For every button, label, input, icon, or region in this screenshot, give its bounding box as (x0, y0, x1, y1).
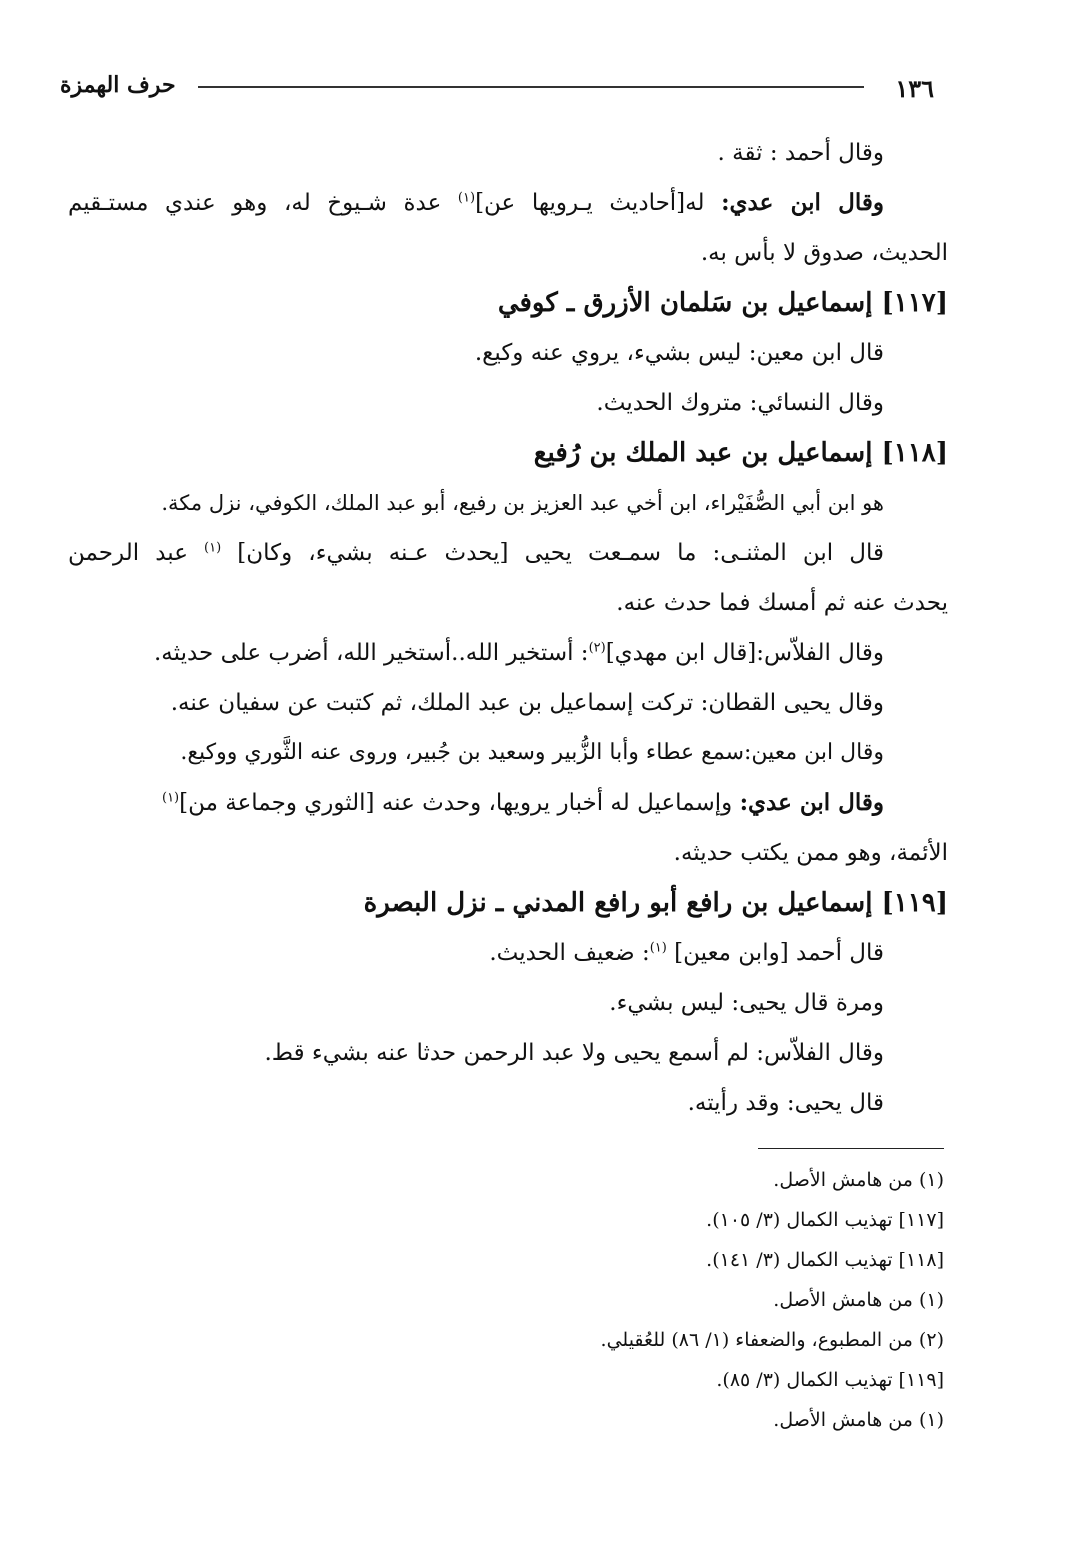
footnote: [١١٧] تهذيب الكمال (٣/ ١٠٥). (706, 1209, 944, 1231)
text-line: الحديث، صدوق لا بأس به. (700, 240, 948, 266)
footnotes (68, 1160, 944, 1440)
footnote-separator (758, 1148, 944, 1149)
text-line: ومرة قال يحيى: ليس بشيء. (609, 990, 884, 1016)
footnote-marker: (١) (649, 940, 667, 956)
entry-heading-117: [١١٧] إسماعيل بن سَلمان الأزرق ـ كوفي (497, 288, 948, 318)
header-rule (198, 86, 864, 88)
text-line: يحدث عنه ثم أمسك فما حدث عنه. (616, 590, 948, 616)
footnote: (٢) من المطبوع، والضعفاء (١/ ٨٦) للعُقيلي. (600, 1329, 944, 1351)
text-segment: قال أحمد [وابن معين] (666, 940, 884, 966)
speaker-name: وقال ابن عدي: (739, 789, 884, 816)
text-segment: : ضعيف الحديث. (489, 940, 650, 966)
footnote: (١) من هامش الأصل. (773, 1169, 944, 1191)
page-number: ١٣٦ (895, 74, 934, 103)
text-line (68, 528, 948, 578)
running-title: حرف الهمزة (60, 72, 176, 98)
text-line (68, 628, 948, 678)
text-segment: عدة شـيوخ له، وهو عندي مستـقيم (68, 190, 458, 216)
footnote: [١١٨] تهذيب الكمال (٣/ ١٤١). (706, 1249, 944, 1271)
footnote-marker: (١) (161, 790, 180, 806)
page-header (60, 62, 934, 103)
text-line (68, 778, 948, 828)
footnote: (١) من هامش الأصل. (773, 1409, 944, 1431)
speaker-name: وقال ابن عدي: (721, 189, 884, 216)
text-line: الأئمة، وهو ممن يكتب حديثه. (673, 840, 948, 866)
main-text (68, 128, 948, 1128)
footnote: [١١٩] تهذيب الكمال (٣/ ٨٥). (716, 1369, 944, 1391)
entry-heading-119: [١١٩] إسماعيل بن رافع أبو رافع المدني ـ نزل البصرة (363, 888, 948, 918)
text-line: وقال الفلاّس: لم أسمع يحيى ولا عبد الرحمن حدثا عنه بشيء قط. (264, 1040, 884, 1066)
text-line: وقال يحيى القطان: تركت إسماعيل بن عبد الملك، ثم كتبت عن سفيان عنه. (170, 690, 884, 716)
text-segment: عبد الرحمن (68, 540, 205, 566)
text-segment: قال ابن المثنـى: ما سمـعت يحيى [يحدث عـنه بشيء، وكان] (221, 540, 884, 566)
text-line: قال يحيى: وقد رأيته. (687, 1090, 884, 1116)
entry-heading-118: [١١٨] إسماعيل بن عبد الملك بن رُفيع (533, 438, 948, 468)
footnote-marker: (١) (204, 540, 222, 556)
text-line: وقال ابن معين:سمع عطاء وأبا الزُّبير وسعيد بن جُبير، وروى عنه الثَّوري ووكيع. (180, 740, 884, 765)
text-line (68, 178, 948, 228)
text-line: قال ابن معين: ليس بشيء، يروي عنه وكيع. (474, 340, 884, 366)
text-line (68, 928, 948, 978)
text-segment: له[أحاديث يـرويها عن] (475, 190, 722, 216)
footnote-marker: (٢) (588, 640, 606, 656)
text-line: هو ابن أبي الصُّفَيْراء، ابن أخي عبد العزيز بن رفيع، أبو عبد الملك، الكوفي، نزل مكة. (161, 491, 884, 515)
text-segment: : أستخير الله..أستخير الله، أضرب على حديثه. (154, 640, 589, 666)
text-line: وقال النسائي: متروك الحديث. (596, 390, 884, 416)
text-line: وقال أحمد : ثقة . (717, 140, 884, 166)
text-segment: وإسماعيل له أخبار يرويها، وحدث عنه [الثوري وجماعة من] (179, 790, 740, 816)
text-segment: وقال الفلاّس:[قال ابن مهدي] (605, 640, 884, 666)
footnote: (١) من هامش الأصل. (773, 1289, 944, 1311)
footnote-marker: (١) (457, 190, 476, 206)
